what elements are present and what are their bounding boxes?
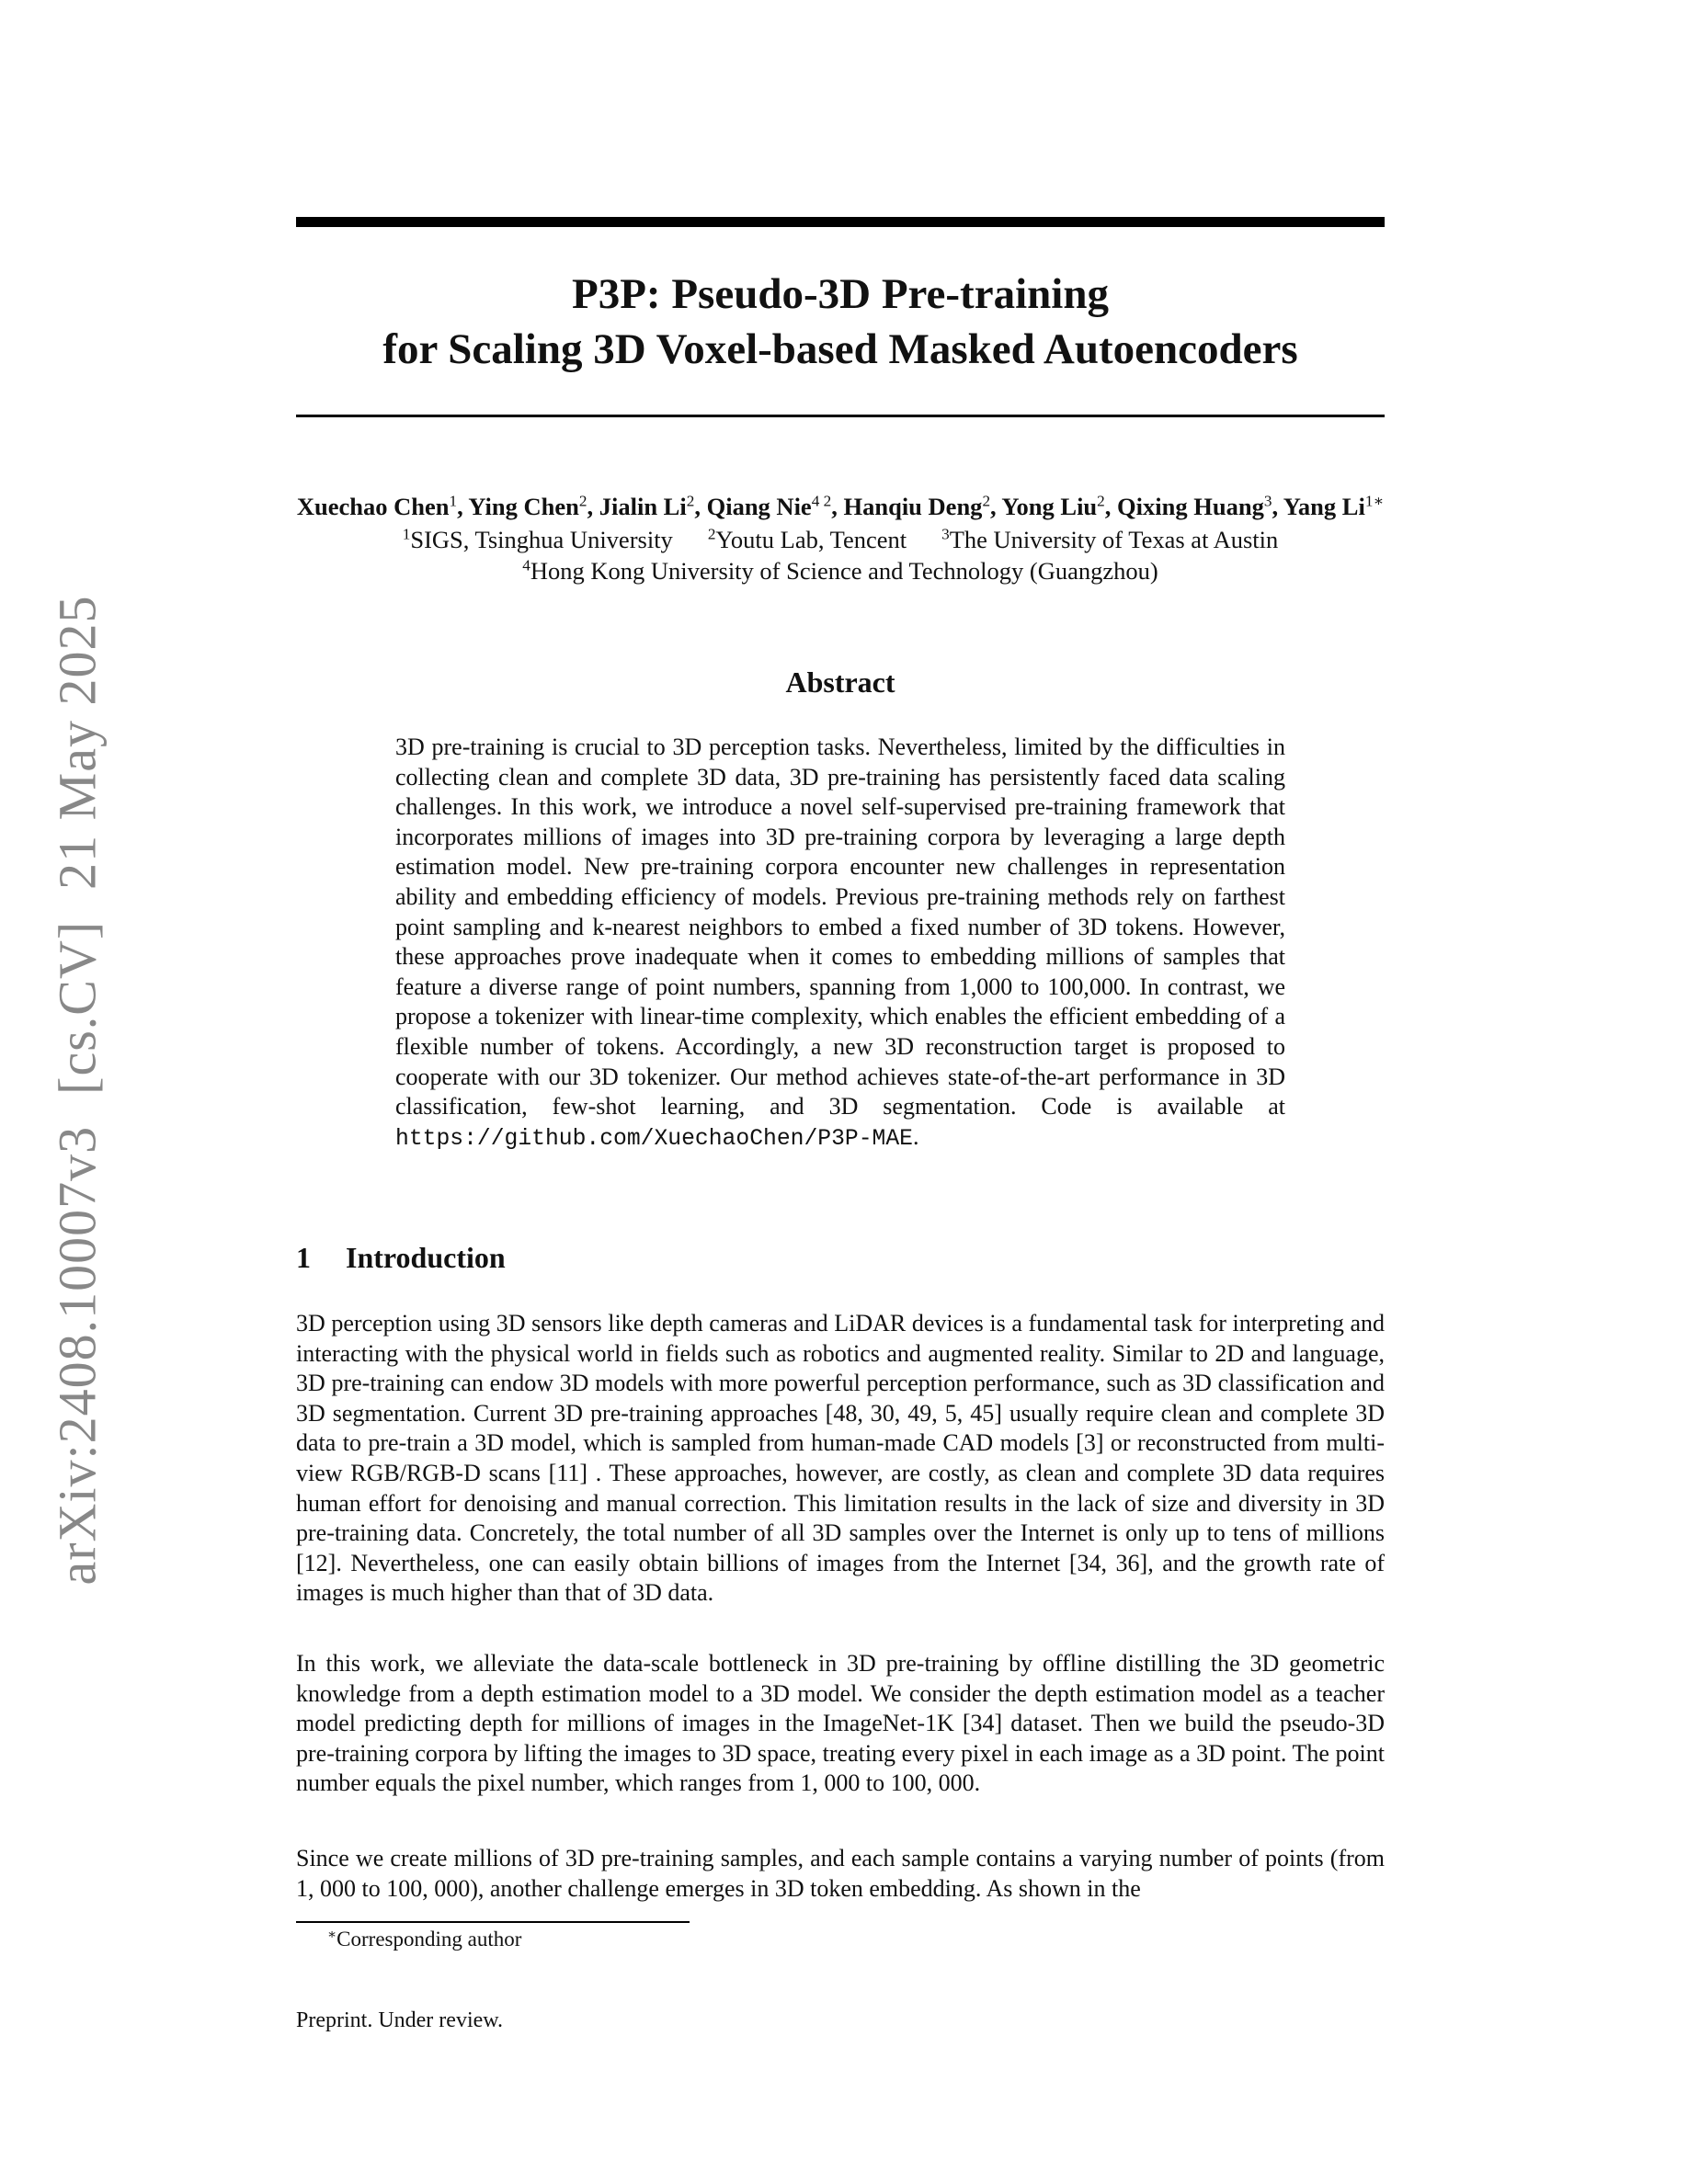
author-list: Xuechao Chen$^1$, Ying Chen$^2$, Jialin Li$^2$, Qiang Nie$^{4 2}$, Hanqiu Deng$^2$, Yong Liu$^2$, Qixing Huang$^3$, Yang $Li^{1∗}$ [296,492,1385,520]
author-affiliation-mark: 2 [686,492,695,510]
paper-title-line-2: for Scaling 3D Voxel-based Masked Autoencoders [382,325,1298,373]
footnote-mark: ∗ [327,1927,337,1942]
author-affiliation-mark: 1 [449,492,458,510]
author-name: Yong Liu [1001,493,1098,520]
section-title: Introduction [346,1241,506,1274]
author-affiliation-mark: 2 [1097,492,1105,510]
footnote-corresponding-author [327,1925,521,1954]
arxiv-category: [cs.CV] [47,920,108,1095]
paper-title-line-1: P3P: Pseudo-3D Pre-training [572,270,1109,318]
affiliation-name: SIGS, Tsinghua University [410,526,673,553]
affiliation-mark: 1 [402,525,411,543]
affiliation-name: Hong Kong University of Science and Technology (Guangzhou) [530,557,1158,585]
author-name: Hanqiu Deng [843,493,983,520]
author-affiliation-mark: 2 [578,492,587,510]
author-name: Xuechao Chen [296,493,450,520]
author-affiliation-mark: 1∗ [1364,492,1385,510]
arxiv-date: 21 May 2025 [47,595,108,890]
affiliation-mark: 4 [522,556,530,574]
abstract-text [395,733,1285,1154]
affiliation-line-2 [296,555,1385,586]
author-name: Ying Chen [468,493,579,520]
code-repository-link[interactable]: https://github.com/XuechaoChen/P3P-MAE [395,1125,913,1152]
affiliation-mark: 3 [941,525,950,543]
author-name: Qixing Huang [1117,493,1264,520]
intro-paragraph-2: In this work, we alleviate the data-scale bottleneck in 3D pre-training by offline distilling the 3D geometric knowledge from a depth estimation model to a 3D model. We consider the depth estimation model as a teacher model predicting depth for millions of images in the ImageNet-1K [34] dataset. Then we build the pseudo-3D pre-training corpora by lifting the images to 3D space, treating every pixel in each image as a 3D point. The point number equals the pixel number, which ranges from 1, 000 to 100, 000. [296,1650,1385,1797]
title-top-rule [296,217,1385,227]
affiliation-line-1 [296,524,1385,555]
footnote-text: Corresponding author [336,1928,522,1951]
intro-paragraph-1: 3D perception using 3D sensors like depth cameras and LiDAR devices is a fundamental task for interpreting and interacting with the physical world in fields such as robotics and augmented reality. Similar to 2D and language, 3D pre-training can endow 3D models with more powerful perception performance, such as 3D classification and 3D segmentation. Current 3D pre-training approaches [48, 30, 49, 5, 45] usually require clean and complete 3D data to pre-train a 3D model, which is sampled from human-made CAD models [3] or reconstructed from multi-view RGB/RGB-D scans [11] . These approaches, however, are costly, as clean and complete 3D data requires human effort for denoising and manual correction. This limitation results in the lack of size and diversity in 3D pre-training data. Concretely, the total number of all 3D samples over the Internet is only up to tens of millions [12]. Nevertheless, one can easily obtain billions of images from the Internet [34, 36], and the growth rate of images is much higher than that of 3D data. [296,1310,1385,1607]
affiliation-mark: 2 [707,525,716,543]
arxiv-id: arXiv:2408.10007v3 [47,1125,108,1586]
affiliation-name: Youtu Lab, Tencent [715,526,907,553]
intro-paragraph-3: Since we create millions of 3D pre-training samples, and each sample contains a varying number of points (from 1, 000 to 100, 000), another challenge emerges in 3D token embedding. As shown in the [296,1845,1385,1902]
author-name: Qiang Nie [706,493,812,520]
affiliation-name: The University of Texas at Austin [949,526,1279,553]
arxiv-identifier-stamp [47,595,108,1585]
preprint-notice: Preprint. Under review. [296,2008,504,2032]
author-name: Yang Li [1283,493,1365,520]
abstract-heading: Abstract [785,665,895,699]
paper-title [296,267,1385,377]
abstract-body-text: 3D pre-training is crucial to 3D perception tasks. Nevertheless, limited by the difficulties in collecting clean and complete 3D data, 3D pre-training has persistently faced data scaling challenges. In this work, we introduce a novel self-supervised pre-training framework that incorporates millions of images into 3D pre-training corpora by leveraging a large depth estimation model. New pre-training corpora encounter new challenges in representation ability and embedding efficiency of models. Previous pre-training methods rely on farthest point sampling and k-nearest neighbors to embed a fixed number of 3D tokens. However, these approaches prove inadequate when it comes to embedding millions of samples that feature a diverse range of point numbers, spanning from 1,000 to 100,000. In contrast, we propose a tokenizer with linear-time complexity, which enables the efficient embedding of a flexible number of tokens. Accordingly, a new 3D reconstruction target is proposed to cooperate with our 3D tokenizer. Our method achieves state-of-the-art performance in 3D classification, few-shot learning, and 3D segmentation. Code is available at [395,734,1285,1120]
author-affiliation-mark: 3 [1263,492,1272,510]
footnote-rule [296,1921,690,1923]
abstract-end-punctuation: . [912,1122,919,1150]
author-affiliation-mark: 2 [982,492,991,510]
author-name: Jialin Li [599,493,687,520]
author-affiliation-mark: 4 2 [811,492,832,510]
section-heading-introduction [296,1237,506,1278]
section-number: 1 [296,1241,311,1274]
title-bottom-rule [296,415,1385,417]
